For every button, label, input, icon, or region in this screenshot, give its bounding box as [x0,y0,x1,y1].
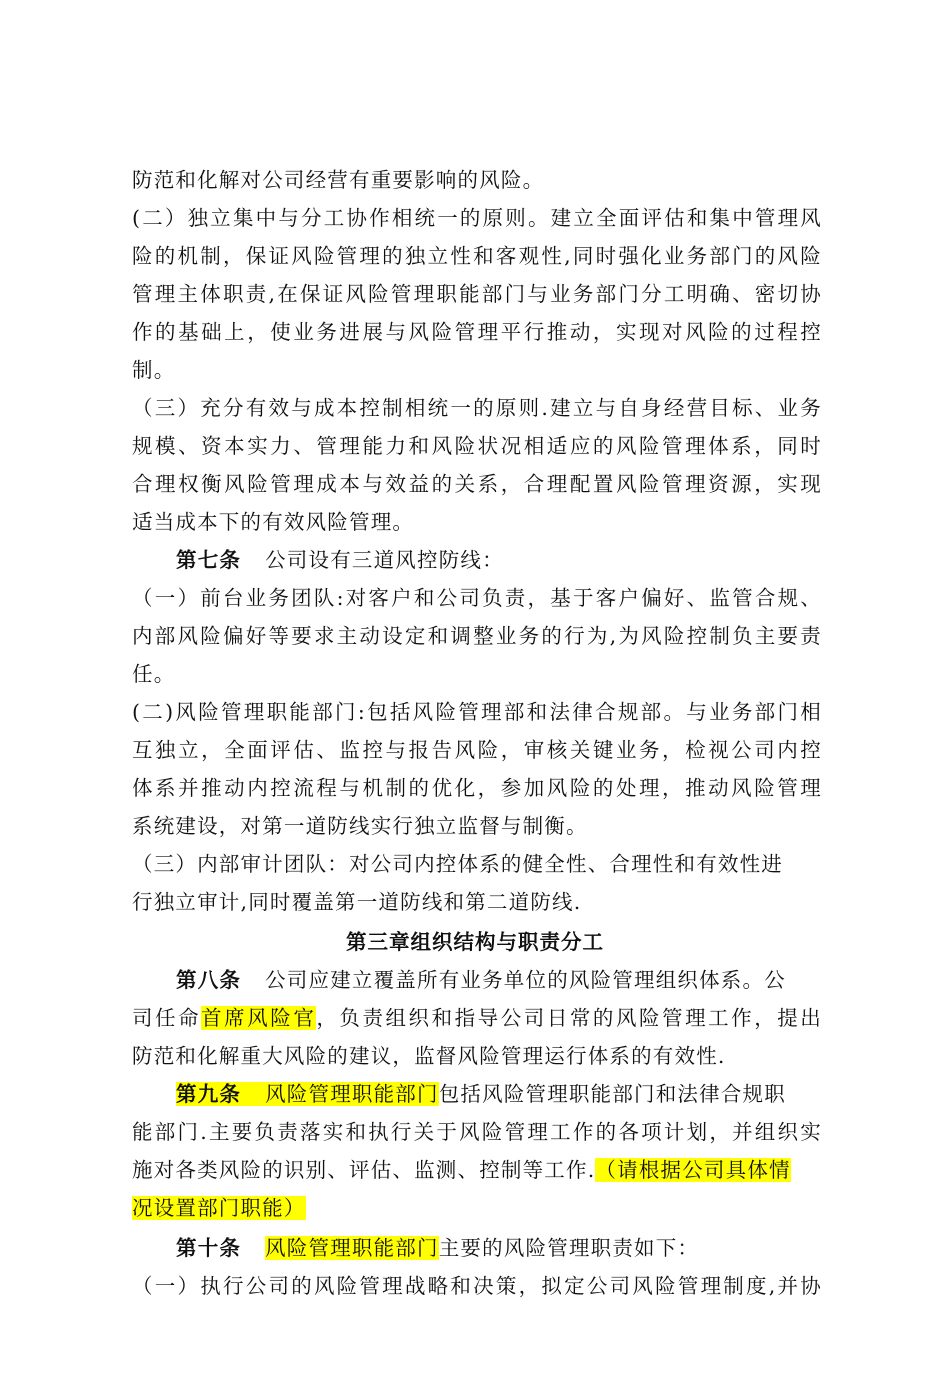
article-text: 公司设有三道风控防线： [265,548,504,572]
article-9-line [132,1193,822,1223]
text-segment: 主要的风险管理职责如下： [438,1236,700,1260]
highlighted-text: 况设置部门职能） [132,1196,306,1220]
article-9-line [176,1079,822,1109]
paragraph-line: 防范和化解对公司经营有重要影响的风险。 [132,168,545,192]
paragraph-line: 管理主体职责,在保证风险管理职能部门与业务部门分工明确、密切协 [132,282,822,306]
paragraph-line: 险的机制，保证风险管理的独立性和客观性,同时强化业务部门的风险 [132,244,822,268]
paragraph-line: （一）执行公司的风险管理战略和决策，拟定公司风险管理制度,并协 [132,1274,822,1298]
highlighted-text: 风险管理职能部门 [265,1082,439,1106]
paragraph-line: 系统建设，对第一道防线实行独立监督与制衡。 [132,814,588,838]
paragraph-line: 规模、资本实力、管理能力和风险状况相适应的风险管理体系，同时 [132,434,822,458]
paragraph-line: 能部门.主要负责落实和执行关于风险管理工作的各项计划，并组织实 [132,1120,822,1144]
highlighted-text: 风险管理职能部门 [265,1236,439,1260]
article-text: 公司应建立覆盖所有业务单位的风险管理组织体系。公 [265,968,786,992]
article-8-line [132,1003,822,1033]
paragraph-line: 合理权衡风险管理成本与效益的关系，合理配置风险管理资源，实现 [132,472,822,496]
highlighted-text: 首席风险官 [201,1006,317,1030]
text-segment: 司任命 [132,1006,202,1030]
article-label: 第十条 [176,1236,242,1260]
paragraph-line: (二）独立集中与分工协作相统一的原则。建立全面评估和集中管理风 [132,206,822,230]
paragraph-line: （一）前台业务团队:对客户和公司负责，基于客户偏好、监管合规、 [132,586,822,610]
paragraph-line: （三）充分有效与成本控制相统一的原则.建立与自身经营目标、业务 [132,396,822,420]
article-label: 第七条 [176,548,242,572]
paragraph-line: (二)风险管理职能部门:包括风险管理部和法律合规部。与业务部门相 [132,700,822,724]
paragraph-line: （三）内部审计团队：对公司内控体系的健全性、合理性和有效性进 [132,852,783,876]
article-8-line [176,965,822,995]
text-segment: ，负责组织和指导公司日常的风险管理工作，提出 [316,1006,823,1030]
highlighted-text: （请根据公司具体情 [595,1158,791,1182]
paragraph-line: 任。 [132,662,176,686]
paragraph-line: 内部风险偏好等要求主动设定和调整业务的行为,为风险控制负主要责 [132,624,822,648]
paragraph-line: 体系并推动内控流程与机制的优化，参加风险的处理，推动风险管理 [132,776,822,800]
text-segment: 包括风险管理职能部门和法律合规职 [438,1082,786,1106]
article-10-heading [176,1233,822,1263]
paragraph-line: 防范和化解重大风险的建议，监督风险管理运行体系的有效性. [132,1044,726,1068]
text-segment: 施对各类风险的识别、评估、监测、控制等工作. [132,1158,596,1182]
article-label: 第九条 [176,1082,265,1106]
paragraph-line: 行独立审计,同时覆盖第一道防线和第二道防线. [132,890,582,914]
article-9-line [132,1155,822,1185]
paragraph-line: 制。 [132,358,176,382]
chapter-heading: 第三章组织结构与职责分工 [346,930,604,954]
article-label: 第八条 [176,968,242,992]
paragraph-line: 作的基础上，使业务进展与风险管理平行推动，实现对风险的过程控 [132,320,822,344]
paragraph-line: 适当成本下的有效风险管理。 [132,510,415,534]
article-7-heading [176,545,822,575]
paragraph-line: 互独立，全面评估、监控与报告风险，审核关键业务，检视公司内控 [132,738,822,762]
